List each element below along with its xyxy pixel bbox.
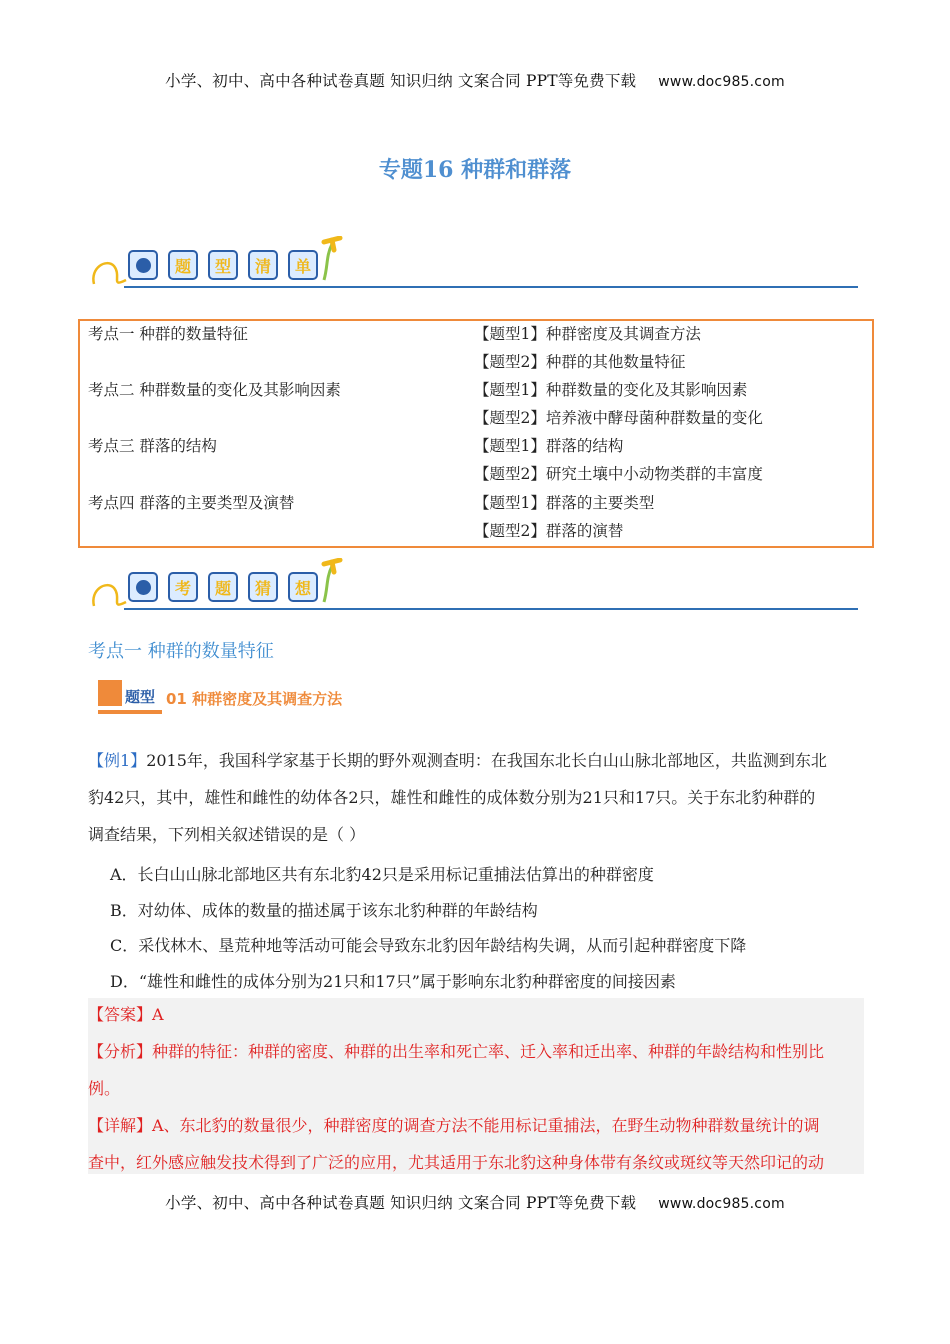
banner-char: 考 <box>168 572 198 602</box>
option-c[interactable]: C．采伐林木、垦荒种地等活动可能会导致东北豹因年龄结构失调，从而引起种群密度下降 <box>110 936 747 955</box>
question-type-heading <box>98 680 368 720</box>
header-url[interactable]: www.doc985.com <box>658 74 785 90</box>
banner-question-types <box>88 236 858 290</box>
toc-topic[interactable]: 考点四 群落的主要类型及演替 <box>88 494 295 512</box>
example-line: 调查结果，下列相关叙述错误的是（ ） <box>88 825 366 844</box>
banner-swirl-icon <box>88 558 858 612</box>
option-d[interactable]: D．“雄性和雌性的成体分别为21只和17只”属于影响东北豹种群密度的间接因素 <box>110 972 676 991</box>
example-stem <box>88 742 860 853</box>
toc-topic[interactable]: 考点三 群落的结构 <box>88 437 217 455</box>
answer-block <box>88 996 860 1181</box>
banner-char: 题 <box>168 250 198 280</box>
toc-box <box>78 319 874 548</box>
option-a[interactable]: A．长白山山脉北部地区共有东北豹42只是采用标记重捕法估算出的种群密度 <box>110 865 654 884</box>
toc-topic[interactable]: 考点二 种群数量的变化及其影响因素 <box>88 381 341 399</box>
banner-char: 猜 <box>248 572 278 602</box>
example-tag: 【例1】 <box>88 751 147 770</box>
toc-question-type[interactable]: 【题型2】研究土壤中小动物类群的丰富度 <box>474 465 763 483</box>
toc-question-type[interactable]: 【题型2】种群的其他数量特征 <box>474 353 686 371</box>
toc-question-type[interactable]: 【题型2】培养液中酵母菌种群数量的变化 <box>474 409 763 427</box>
toc-question-type[interactable]: 【题型1】群落的主要类型 <box>474 494 655 512</box>
banner-char: 型 <box>208 250 238 280</box>
analysis-line: 【分析】种群的特征：种群的密度、种群的出生率和死亡率、迁入率和迁出率、种群的年龄结构和性别比 <box>88 1042 825 1061</box>
option-b[interactable]: B．对幼体、成体的数量的描述属于该东北豹种群的年龄结构 <box>110 901 538 920</box>
banner-char: 题 <box>208 572 238 602</box>
banner-char: 清 <box>248 250 278 280</box>
section-title: 考点一 种群的数量特征 <box>88 641 274 662</box>
question-type-marker-icon <box>98 680 122 706</box>
banner-underline <box>124 608 858 610</box>
example-line: 2015年，我国科学家基于长期的野外观测查明：在我国东北长白山山脉北部地区，共监测到东北 <box>146 751 827 770</box>
question-type-label: 题型 <box>125 688 156 706</box>
header-text: 小学、初中、高中各种试卷真题 知识归纳 文案合同 PPT等免费下载 <box>165 72 637 90</box>
banner-number-icon <box>128 250 158 280</box>
example-line: 豹42只，其中，雄性和雌性的幼体各2只，雄性和雌性的成体数分别为21只和17只。关于东北豹种群的 <box>88 788 816 807</box>
question-type-title: 01 种群密度及其调查方法 <box>166 690 343 708</box>
page-footer <box>0 1191 950 1213</box>
footer-text: 小学、初中、高中各种试卷真题 知识归纳 文案合同 PPT等免费下载 <box>165 1194 637 1212</box>
banner-char: 单 <box>288 250 318 280</box>
banner-number-icon <box>128 572 158 602</box>
toc-question-type[interactable]: 【题型1】种群数量的变化及其影响因素 <box>474 381 748 399</box>
toc-question-type[interactable]: 【题型1】种群密度及其调查方法 <box>474 325 701 343</box>
detail-line: 查中，红外感应触发技术得到了广泛的应用，尤其适用于东北豹这种身体带有条纹或斑纹等天然印记的动 <box>88 1153 825 1172</box>
banner-underline <box>124 286 858 288</box>
banner-swirl-icon <box>88 236 858 290</box>
banner-char: 想 <box>288 572 318 602</box>
detail-line: 【详解】A、东北豹的数量很少，种群密度的调查方法不能用标记重捕法，在野生动物种群数量统计的调 <box>88 1116 820 1135</box>
page-header <box>0 69 950 91</box>
toc-topic[interactable]: 考点一 种群的数量特征 <box>88 325 248 343</box>
page-title: 专题16 种群和群落 <box>378 157 572 183</box>
answer-line: 【答案】A <box>88 1005 164 1024</box>
toc-question-type[interactable]: 【题型2】群落的演替 <box>474 522 624 540</box>
toc-question-type[interactable]: 【题型1】群落的结构 <box>474 437 624 455</box>
analysis-line: 例。 <box>88 1079 121 1098</box>
footer-url[interactable]: www.doc985.com <box>658 1196 785 1212</box>
banner-exam-guess <box>88 558 858 612</box>
question-type-underline <box>98 710 162 714</box>
